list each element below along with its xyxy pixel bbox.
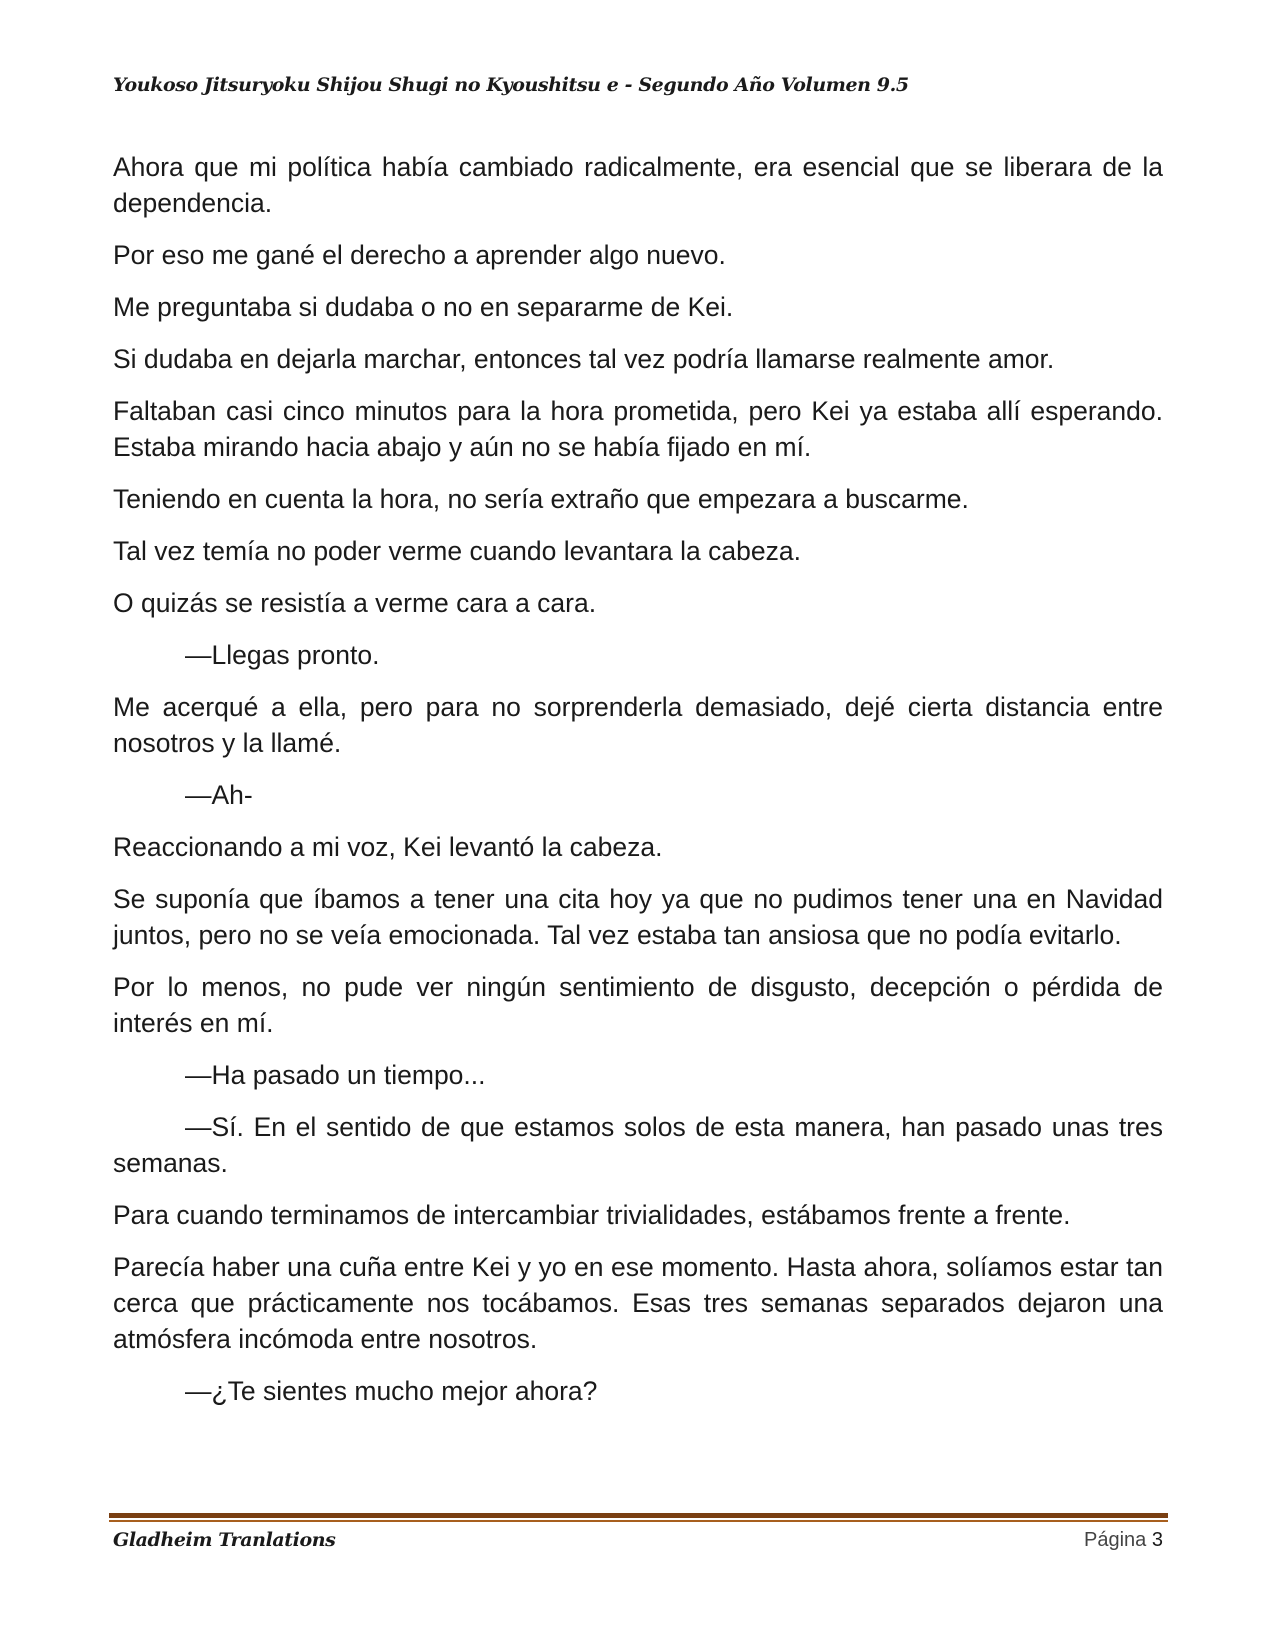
- paragraph: Teniendo en cuenta la hora, no sería extraño que empezara a buscarme.: [113, 484, 969, 514]
- dialogue-line: —Ha pasado un tiempo...: [185, 1060, 486, 1090]
- paragraph: Si dudaba en dejarla marchar, entonces tal vez podría llamarse realmente amor.: [113, 344, 1055, 374]
- dialogue-line: —Ah-: [185, 780, 253, 810]
- footer-divider: [109, 1513, 1168, 1522]
- page-header-title: Youkoso Jitsuryoku Shijou Shugi no Kyoushitsu e - Segundo Año Volumen 9.5: [113, 74, 909, 96]
- paragraph: Parecía haber una cuña entre Kei y yo en ese momento. Hasta ahora, solíamos estar tan cerca que prácticamente nos tocábamos. Esas tres semanas separados dejaron una atmósfera incómoda entre nosotros.: [113, 1252, 1163, 1354]
- paragraph: Me acerqué a ella, pero para no sorprenderla demasiado, dejé cierta distancia entre nosotros y la llamé.: [113, 692, 1163, 758]
- paragraph: Se suponía que íbamos a tener una cita hoy ya que no pudimos tener una en Navidad juntos, pero no se veía emocionada. Tal vez estaba tan ansiosa que no podía evitarlo.: [113, 884, 1163, 950]
- paragraph: O quizás se resistía a verme cara a cara.: [113, 588, 597, 618]
- paragraph: Ahora que mi política había cambiado radicalmente, era esencial que se liberara de la dependencia.: [113, 152, 1163, 218]
- footer-credit: Gladheim Tranlations: [113, 1529, 336, 1551]
- dialogue-line: —Llegas pronto.: [185, 640, 380, 670]
- page-number-label: [1084, 1529, 1163, 1552]
- dialogue-line: —Sí. En el sentido de que estamos solos de esta manera, han pasado unas tres semanas.: [113, 1112, 1163, 1178]
- footer-divider-thin: [109, 1520, 1168, 1522]
- page-number: 3: [1151, 1529, 1163, 1551]
- paragraph: Para cuando terminamos de intercambiar trivialidades, estábamos frente a frente.: [113, 1200, 1071, 1230]
- paragraph: Por eso me gané el derecho a aprender algo nuevo.: [113, 240, 726, 270]
- footer-divider-thick: [109, 1513, 1168, 1518]
- paragraph: Me preguntaba si dudaba o no en separarme de Kei.: [113, 292, 734, 322]
- document-body: [113, 149, 1163, 1425]
- paragraph: Faltaban casi cinco minutos para la hora prometida, pero Kei ya estaba allí esperando. Estaba mirando hacia abajo y aún no se había fijado en mí.: [113, 396, 1163, 462]
- dialogue-line: —¿Te sientes mucho mejor ahora?: [185, 1376, 598, 1406]
- paragraph: Reaccionando a mi voz, Kei levantó la cabeza.: [113, 832, 663, 862]
- page-label: Página: [1084, 1529, 1147, 1551]
- paragraph: Tal vez temía no poder verme cuando levantara la cabeza.: [113, 536, 801, 566]
- paragraph: Por lo menos, no pude ver ningún sentimiento de disgusto, decepción o pérdida de interés en mí.: [113, 972, 1163, 1038]
